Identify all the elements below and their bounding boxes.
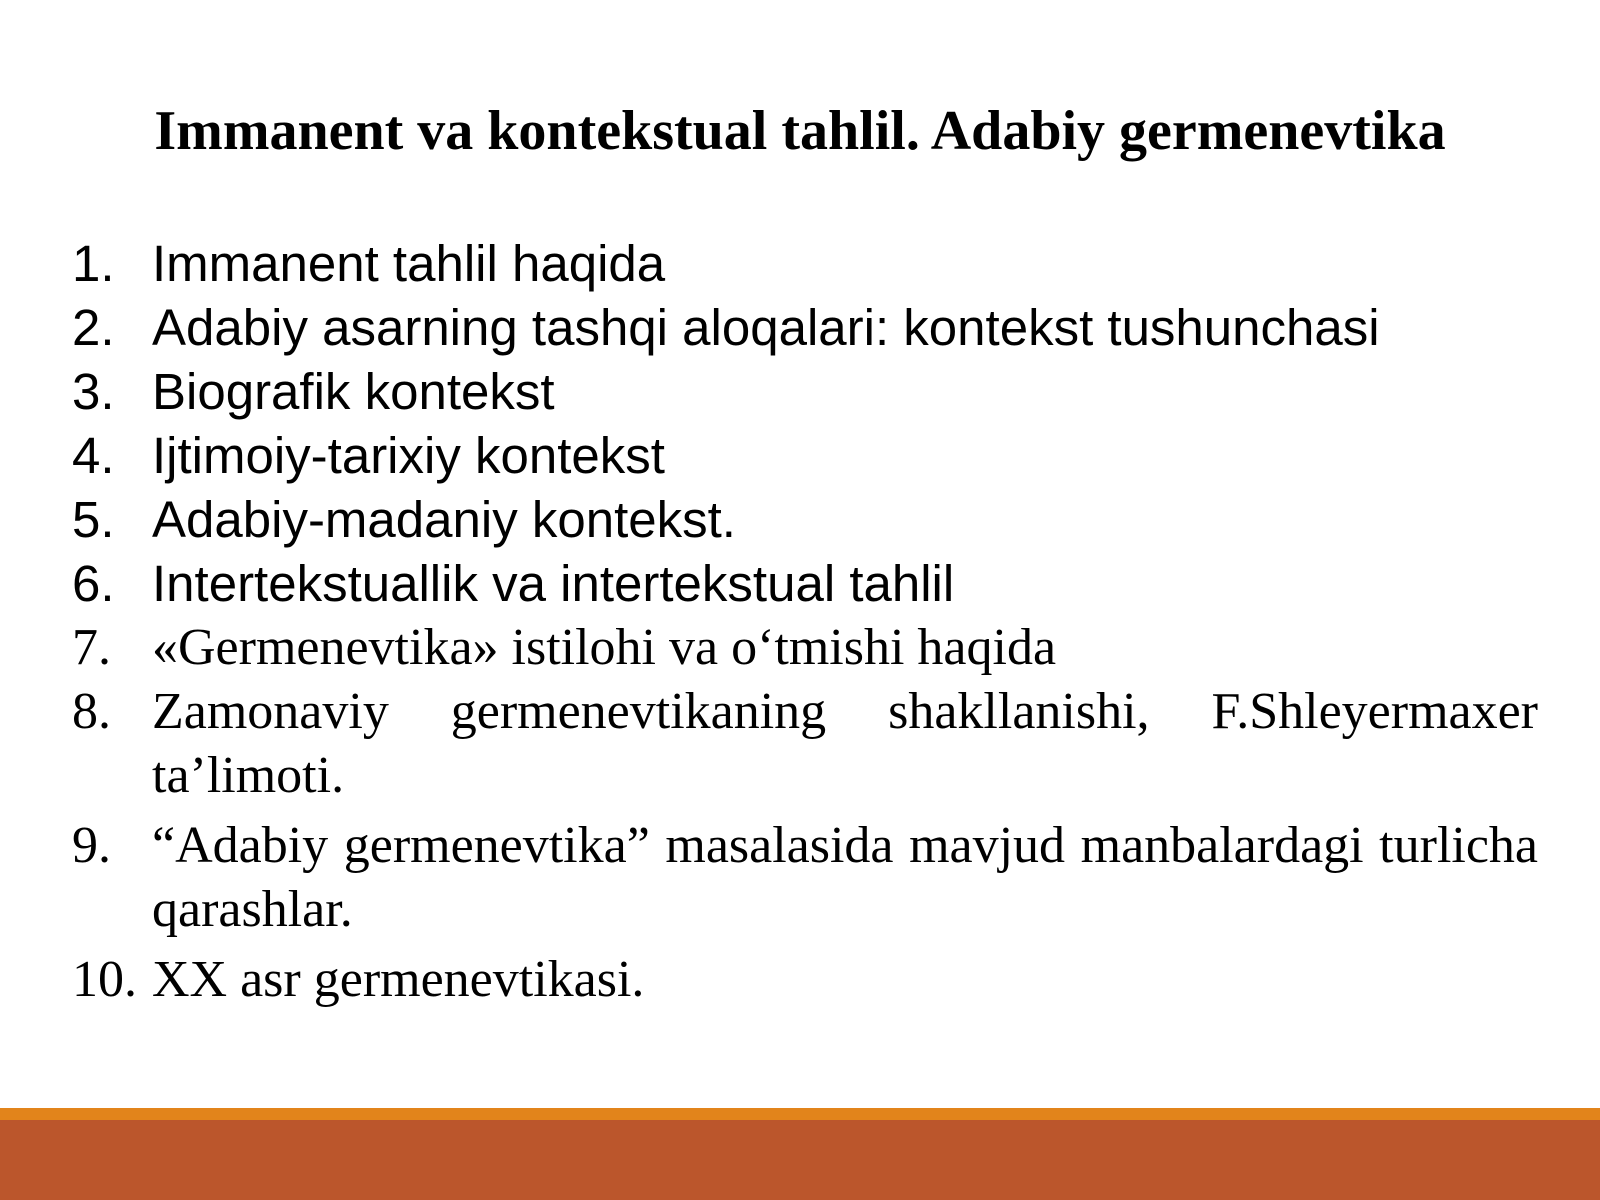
list-item-text: Ijtimoiy-tarixiy kontekst: [152, 427, 665, 484]
list-item: [72, 552, 1538, 616]
list-item-number: 9.: [72, 817, 111, 874]
list-item-number: 8.: [72, 683, 111, 740]
list-item: [72, 488, 1538, 552]
list-item-text: “Adabiy germenevtika” masalasida mavjud manbalardagi turlicha qarashlar.: [152, 817, 1538, 938]
footer-band: [0, 1120, 1600, 1200]
list-item: [72, 360, 1538, 424]
list-item: [72, 948, 1538, 1012]
list-item: [72, 296, 1538, 360]
list-item-number: 6.: [72, 555, 115, 612]
list-item: [72, 232, 1538, 296]
list-item-number: 1.: [72, 235, 115, 292]
list-item-number: 2.: [72, 299, 115, 356]
list-item: [72, 616, 1538, 680]
list-item-text: Zamonaviy germenevtikaning shakllanishi, F.Shleyermaxer ta’limoti.: [152, 683, 1538, 804]
slide-title: Immanent va kontekstual tahlil. Adabiy germenevtika: [154, 100, 1446, 162]
list-item-text: Intertekstuallik va intertekstual tahlil: [152, 555, 955, 612]
list-item: [72, 680, 1538, 808]
list-item: [72, 424, 1538, 488]
list-item-number: 10.: [72, 951, 137, 1008]
list-item-number: 3.: [72, 363, 115, 420]
list-item-text: Adabiy-madaniy kontekst.: [152, 491, 736, 548]
list-item-number: 7.: [72, 619, 111, 676]
list-item-text: Biografik kontekst: [152, 363, 555, 420]
list-item-number: 5.: [72, 491, 115, 548]
list-item-number: 4.: [72, 427, 115, 484]
agenda-list: [72, 232, 1538, 1012]
list-item-text: Adabiy asarning tashqi aloqalari: kontekst tushunchasi: [152, 299, 1380, 356]
list-item-text: «Germenevtika» istilohi va o‘tmishi haqida: [152, 619, 1057, 676]
list-item-text: XX asr germenevtikasi.: [152, 951, 645, 1008]
footer-accent-line: [0, 1108, 1600, 1120]
list-item: [72, 814, 1538, 942]
list-item-text: Immanent tahlil haqida: [152, 235, 666, 292]
